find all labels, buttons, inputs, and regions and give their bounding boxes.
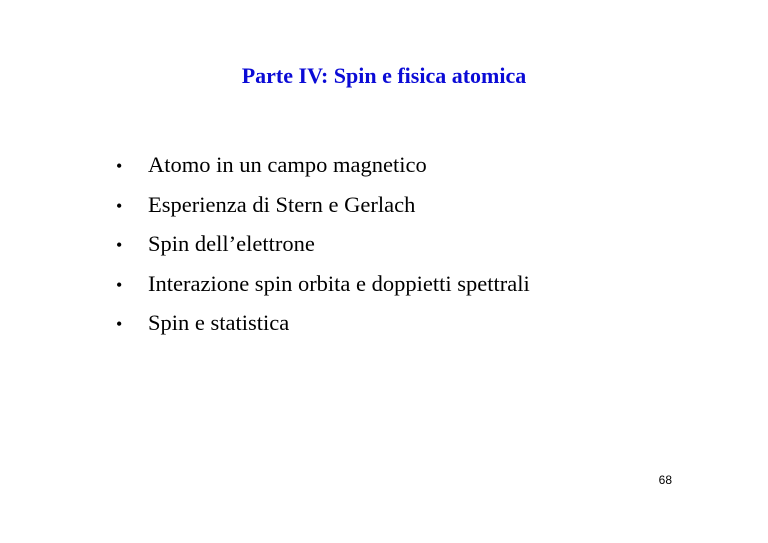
bullet-icon: • [116,274,123,295]
bullet-text: Spin e statistica [148,310,290,335]
bullet-text: Atomo in un campo magnetico [148,152,427,177]
bullet-item [116,304,530,344]
slide-title: Parte IV: Spin e fisica atomica [241,63,527,88]
page-number: 68 [658,473,672,487]
bullet-list [116,146,530,344]
bullet-text: Esperienza di Stern e Gerlach [148,191,416,217]
bullet-icon: • [116,235,123,255]
bullet-icon: • [116,156,123,176]
bullet-text: Spin dell’elettrone [148,231,315,256]
bullet-text: Interazione spin orbita e doppietti spettrali [148,270,530,296]
bullet-icon: • [116,314,123,334]
bullet-item [116,146,530,186]
bullet-item [116,265,530,305]
bullet-icon: • [116,195,123,216]
bullet-item [116,225,530,265]
bullet-item [116,186,530,226]
